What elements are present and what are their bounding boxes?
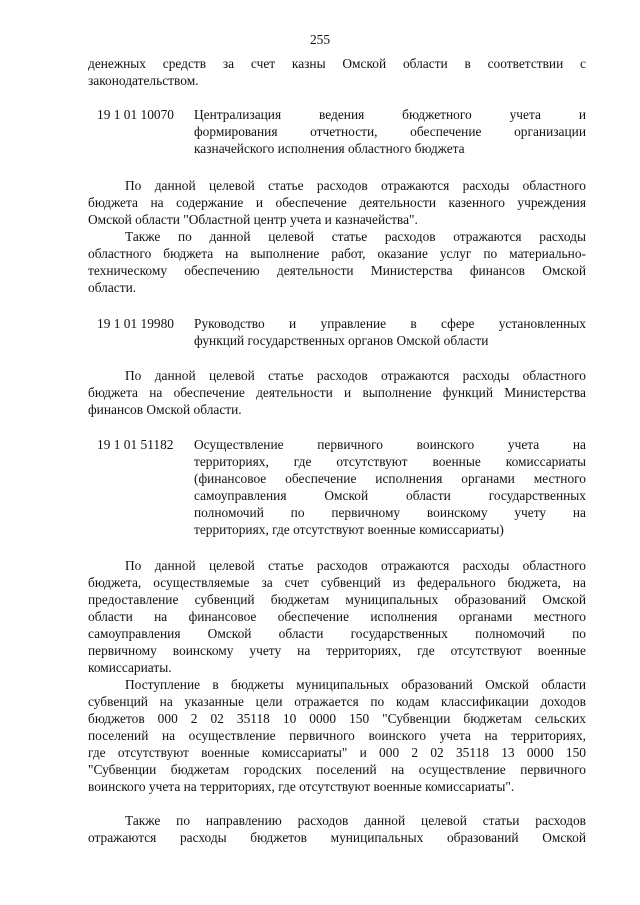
text-line: законодательством.	[88, 73, 199, 88]
section-title-line: территориях, где отсутствуют военные комиссариаты	[194, 454, 586, 469]
section-title-line: Осуществление первичного воинского учета на	[194, 437, 586, 452]
section-code: 19 1 01 51182	[97, 437, 174, 452]
text-line: области на финансовое обеспечение исполнения органами местного	[88, 609, 586, 624]
text-line: бюджета на обеспечение деятельности и выполнение функций Министерства	[88, 385, 586, 400]
section-title-line: казначейского исполнения областного бюджета	[194, 141, 465, 156]
text-line: По данной целевой статье расходов отражаются расходы областного	[125, 558, 586, 573]
section-title-line: формирования отчетности, обеспечение организации	[194, 124, 586, 139]
section-title-line: (финансовое обеспечение исполнения органами местного	[194, 471, 586, 486]
text-line: денежных средств за счет казны Омской области в соответствии с	[88, 56, 586, 71]
text-line: По данной целевой статье расходов отражаются расходы областного	[125, 178, 586, 193]
text-line: областного бюджета на выполнение работ, оказание услуг по материально-	[88, 246, 586, 261]
text-line: первичному воинскому учету на территориях, где отсутствуют военные	[88, 643, 586, 658]
text-line: "Субвенции бюджетам городских поселений на осуществление первичного	[88, 762, 586, 777]
text-line: бюджета на содержание и обеспечение деятельности казенного учреждения	[88, 195, 586, 210]
page-number: 255	[309, 32, 331, 47]
section-title-line: самоуправления Омской области государственных	[194, 488, 586, 503]
section-title-line: Руководство и управление в сфере установленных	[194, 316, 586, 331]
text-line: Поступление в бюджеты муниципальных образований Омской области	[125, 677, 586, 692]
text-line: где отсутствуют военные комиссариаты" и 000 2 02 35118 13 0000 150	[88, 745, 586, 760]
text-line: По данной целевой статье расходов отражаются расходы областного	[125, 368, 586, 383]
section-title-line: территориях, где отсутствуют военные комиссариаты)	[194, 522, 504, 537]
text-line: Омской области "Областной центр учета и казначейства".	[88, 212, 418, 227]
text-line: субвенций на указанные цели отражается по кодам классификации доходов	[88, 694, 586, 709]
section-title-line: функций государственных органов Омской области	[194, 333, 489, 348]
text-line: самоуправления Омской области государственных полномочий по	[88, 626, 586, 641]
text-line: Также по данной целевой статье расходов отражаются расходы	[125, 229, 586, 244]
section-code: 19 1 01 19980	[97, 316, 174, 331]
text-line: техническому обеспечению деятельности Министерства финансов Омской	[88, 263, 586, 278]
text-line: поселений на осуществление первичного воинского учета на территориях,	[88, 728, 586, 743]
text-line: Также по направлению расходов данной целевой статьи расходов	[125, 813, 586, 828]
text-line: комиссариаты.	[88, 660, 172, 675]
text-line: области.	[88, 280, 137, 295]
section-code: 19 1 01 10070	[97, 107, 174, 122]
text-line: бюджетов 000 2 02 35118 10 0000 150 "Субвенции бюджетам сельских	[88, 711, 586, 726]
section-title-line: Централизация ведения бюджетного учета и	[194, 107, 586, 122]
text-line: воинского учета на территориях, где отсутствуют военные комиссариаты".	[88, 779, 515, 794]
text-line: бюджета, осуществляемые за счет субвенций из федерального бюджета, на	[88, 575, 586, 590]
section-title-line: полномочий по первичному воинскому учету на	[194, 505, 586, 520]
text-line: финансов Омской области.	[88, 402, 242, 417]
text-line: отражаются расходы бюджетов муниципальных образований Омской	[88, 830, 586, 845]
text-line: предоставление субвенций бюджетам муниципальных образований Омской	[88, 592, 586, 607]
